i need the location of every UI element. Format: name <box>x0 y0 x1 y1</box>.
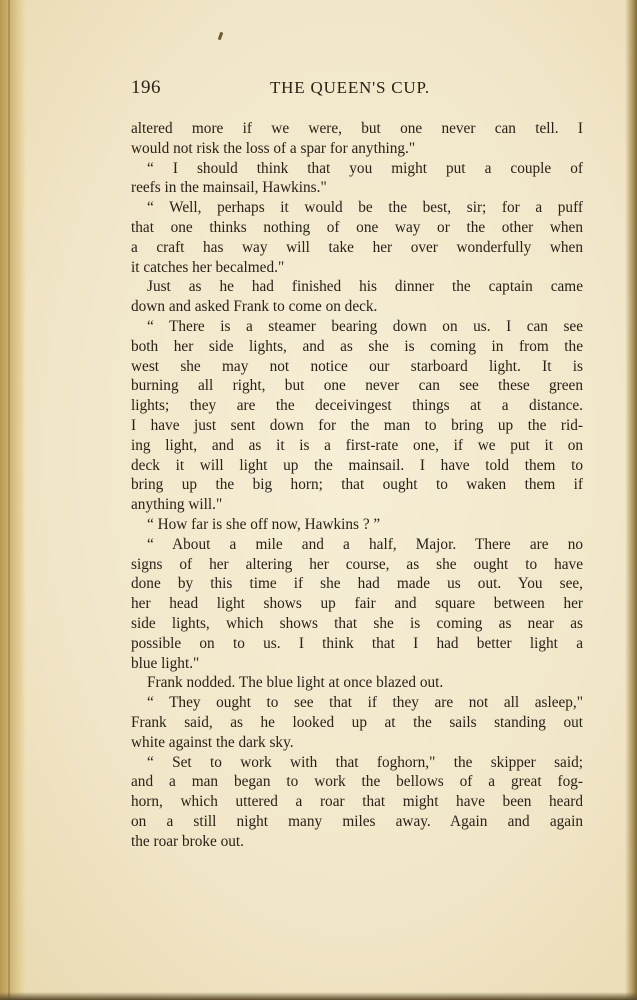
binding-gutter <box>0 0 26 1000</box>
page-edge-right <box>625 0 637 1000</box>
text-line: ing light, and as it is a first-rate one, if we put it on <box>131 436 583 454</box>
text-line: “ Well, perhaps it would be the best, sir; for a puff <box>147 199 583 217</box>
body-text <box>131 119 583 851</box>
text-line: Frank said, as he looked up at the sails standing out <box>131 713 583 731</box>
text-line: “ I should think that you might put a couple of <box>147 159 583 177</box>
text-line: anything will." <box>131 496 223 514</box>
running-header <box>131 77 583 101</box>
text-line: blue light." <box>131 654 200 672</box>
text-line: “ About a mile and a half, Major. There are no <box>147 535 583 553</box>
text-line: Frank nodded. The blue light at once blazed out. <box>147 674 444 692</box>
text-line: and a man began to work the bellows of a great fog- <box>131 773 583 791</box>
text-line: “ How far is she off now, Hawkins ? ” <box>147 515 381 533</box>
text-line: burning all right, but one never can see these green <box>131 377 583 395</box>
text-line: both her side lights, and as she is coming in from the <box>131 337 583 355</box>
text-line: done by this time if she had made us out. You see, <box>131 575 583 593</box>
text-line: altered more if we were, but one never can tell. I <box>131 120 583 137</box>
ink-speck <box>218 32 224 41</box>
text-line: possible on to us. I think that I had better light a <box>131 634 583 652</box>
text-line: deck it will light up the mainsail. I have told them to <box>131 456 583 474</box>
text-line: down and asked Frank to come on deck. <box>131 298 378 316</box>
text-line: signs of her altering her course, as she ought to have <box>131 555 583 573</box>
text-line: bring up the big horn; that ought to waken them if <box>131 476 583 494</box>
text-line: “ They ought to see that if they are not all asleep," <box>147 694 583 712</box>
text-line: side lights, which shows that she is coming as near as <box>131 614 583 632</box>
text-line: the roar broke out. <box>131 832 244 850</box>
text-line: reefs in the mainsail, Hawkins." <box>131 179 327 197</box>
text-line: on a still night many miles away. Again and again <box>131 812 583 830</box>
page-number: 196 <box>131 77 161 98</box>
text-line: would not risk the loss of a spar for anything." <box>131 139 416 157</box>
text-line: “ There is a steamer bearing down on us. I can see <box>147 317 583 335</box>
text-line: “ Set to work with that foghorn," the skipper said; <box>147 753 583 771</box>
text-line: white against the dark sky. <box>131 733 294 751</box>
text-line: that one thinks nothing of one way or the other when <box>131 218 583 236</box>
text-line: horn, which uttered a roar that might have been heard <box>131 793 583 811</box>
running-title: THE QUEEN'S CUP. <box>270 78 430 97</box>
text-line: Just as he had finished his dinner the captain came <box>147 278 583 296</box>
text-line: her head light shows up fair and square between her <box>131 595 583 613</box>
page-edge-bottom <box>0 992 637 1000</box>
text-line: I have just sent down for the man to bring up the rid- <box>131 416 583 434</box>
gutter-line <box>8 0 10 1000</box>
text-line: a craft has way will take her over wonderfully when <box>131 238 583 256</box>
text-line: lights; they are the deceivingest things at a distance. <box>131 397 583 415</box>
text-line: it catches her becalmed." <box>131 258 285 276</box>
text-line: west she may not notice our starboard light. It is <box>131 357 583 375</box>
